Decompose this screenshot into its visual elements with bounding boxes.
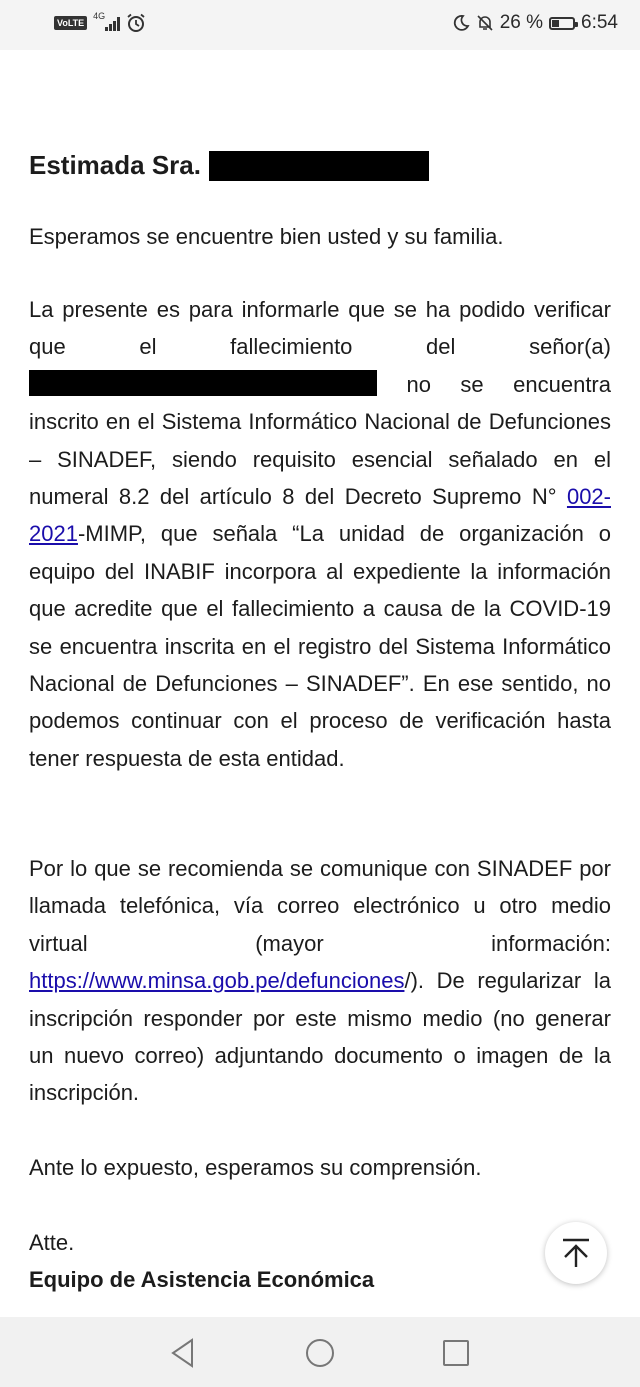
signature-team: Equipo de Asistencia Económica (29, 1267, 375, 1292)
recents-square-icon[interactable] (441, 1337, 471, 1369)
volte-icon: VoLTE (54, 16, 87, 30)
status-right (452, 12, 618, 34)
network-type-label: 4G (93, 11, 106, 21)
clock-time: 6:54 (581, 12, 618, 33)
redacted-name (209, 151, 429, 181)
scroll-to-top-icon (559, 1236, 593, 1270)
signal-icon (93, 11, 120, 31)
battery-icon (549, 17, 575, 30)
signature-block (29, 1224, 374, 1298)
greeting-text: Estimada Sra. (29, 150, 201, 180)
navigation-bar (0, 1317, 640, 1387)
paragraph-3-text-a: Por lo que se recomienda se comunique con SINADEF por llamada telefónica, vía correo electrónico u otro medio virtual (mayor información: (29, 856, 611, 956)
paragraph-1: Esperamos se encuentre bien usted y su familia. (29, 224, 504, 249)
greeting (29, 150, 429, 181)
status-left (54, 13, 146, 33)
home-circle-icon[interactable] (304, 1337, 336, 1369)
paragraph-3-text-b: /). De regularizar la inscripción responder por este mismo medio (no generar un nuevo correo) adjuntando documento o imagen de la inscripción. (29, 968, 611, 1106)
paragraph-2-text-a: La presente es para informarle que se ha podido verificar que el fallecimiento del señor(a) (29, 297, 611, 360)
scroll-to-top-button[interactable] (545, 1222, 607, 1284)
decree-link[interactable]: 002-2021 (29, 484, 611, 547)
redacted-deceased-name (29, 370, 377, 396)
paragraph-2-text-b: no se encuentra inscrito en el Sistema Informático Nacional de Defunciones – SINADEF, siendo requisito esencial señalado en el numeral 8.2 del artículo 8 del Decreto Supremo N° (29, 371, 611, 510)
muted-bell-icon (476, 14, 494, 32)
closing: Atte. (29, 1230, 75, 1255)
email-body[interactable] (0, 50, 640, 1317)
paragraph-2-text-c: -MIMP, que señala “La unidad de organización o equipo del INABIF incorpora al expediente la información que acredite que el fallecimiento a causa de la COVID-19 se encuentra inscrita en el registro del Sistema Informático Nacional de Defunciones – SINADEF”. En ese sentido, no podemos continuar con el proceso de verificación hasta tener respuesta de esta entidad. (29, 521, 611, 771)
status-bar (0, 0, 640, 50)
paragraph-3 (29, 850, 611, 1112)
back-triangle-icon[interactable] (168, 1337, 198, 1369)
battery-percent: 26 % (499, 12, 544, 33)
moon-icon (452, 14, 470, 32)
alarm-icon (126, 13, 146, 33)
paragraph-2 (29, 291, 611, 777)
paragraph-4: Ante lo expuesto, esperamos su comprensión. (29, 1155, 482, 1180)
minsa-link[interactable]: https://www.minsa.gob.pe/defunciones (29, 968, 405, 994)
